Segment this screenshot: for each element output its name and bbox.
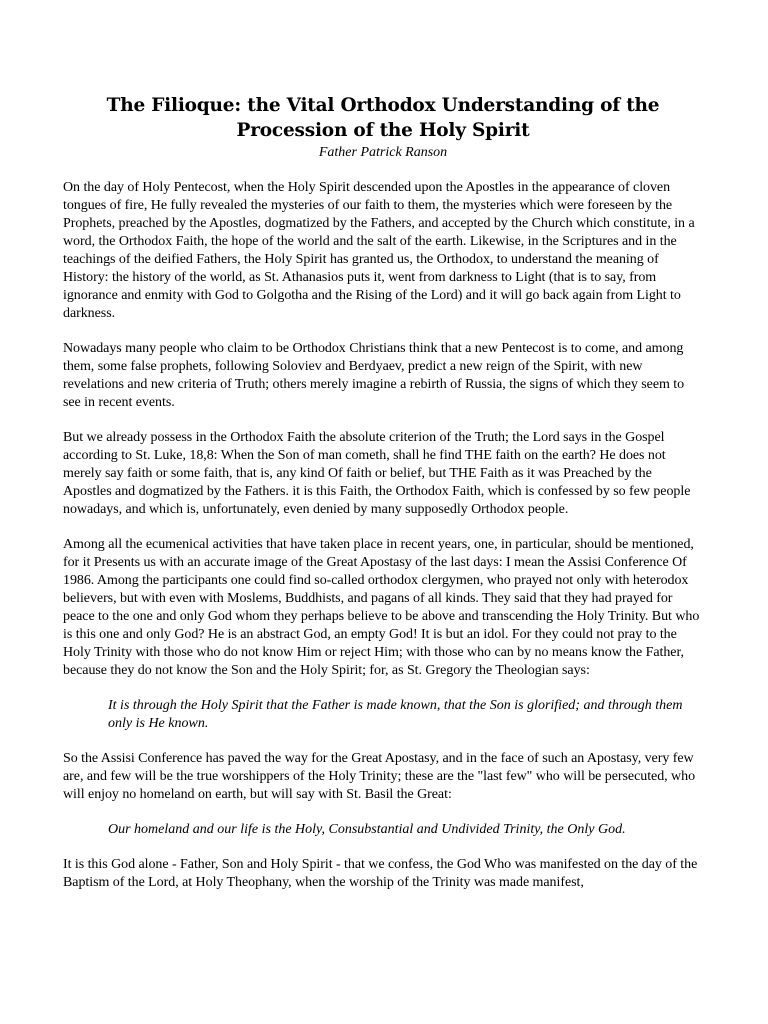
paragraph-criterion-of-truth: But we already possess in the Orthodox Faith the absolute criterion of the Truth; the Lord says in the Gospel according to St. Luke, 18,8: When the Son of man cometh, shall he find THE faith on the earth? He does not merely say faith or some faith, that is, any kind Of faith or belief, but THE Faith as it was Preached by the Apostles and dogmatized by the Fathers. it is this Faith, the Orthodox Faith, which is confessed by so few people nowadays, and which is, unfortunately, even denied by many supposedly Orthodox people. (63, 430, 691, 517)
quote-basil-great: Our homeland and our life is the Holy, Consubstantial and Undivided Trinity, the Only God. (108, 822, 626, 837)
document-author: Father Patrick Ranson (318, 145, 448, 160)
paragraph-assisi-conference: Among all the ecumenical activities that have taken place in recent years, one, in particular, should be mentioned, for it Presents us with an accurate image of the Great Apostasy of the last days: I mean the Assisi Conference Of 1986. Among the participants one could find so-called orthodox clergymen, who prayed not only with heterodox believers, but with even with Moslems, Buddhists, and pagans of all kinds. They said that they had prayed for peace to the one and only God whom they perhaps believe to be above and transcending the Holy Trinity. But who is this one and only God? He is an abstract God, an empty God! It is but an idol. For they could not pray to the Holy Trinity with those who do not know Him or reject Him; with those who can by no means know the Father, because they do not know the Son and the Holy Spirit; for, as St. Gregory the Theologian says: (63, 537, 700, 678)
paragraph-new-pentecost: Nowadays many people who claim to be Orthodox Christians think that a new Pentecost is to come, and among them, some false prophets, following Soloviev and Berdyaev, predict a new reign of the Spirit, with new revelations and new criteria of Truth; others merely imagine a rebirth of Russia, the signs of which they seem to see in recent events. (63, 341, 685, 410)
paragraph-god-alone: It is this God alone - Father, Son and Holy Spirit - that we confess, the God Who was manifested on the day of the Baptism of the Lord, at Holy Theophany, when the worship of the Trinity was made manifest, (63, 857, 698, 890)
quote-gregory-theologian: It is through the Holy Spirit that the Father is made known, that the Son is glorified; and through them only is He known. (108, 698, 683, 731)
paragraph-great-apostasy: So the Assisi Conference has paved the way for the Great Apostasy, and in the face of such an Apostasy, very few are, and few will be the true worshippers of the Holy Trinity; these are the "last few" who will be persecuted, who will enjoy no homeland on earth, but will say with St. Basil the Great: (63, 751, 696, 802)
document-page (63, 93, 703, 892)
document-title: The Filioque: the Vital Orthodox Understanding of the Procession of the Holy Spirit (106, 95, 660, 141)
paragraph-pentecost: On the day of Holy Pentecost, when the Holy Spirit descended upon the Apostles in the appearance of cloven tongues of fire, He fully revealed the mysteries of our faith to them, the mysteries which were foreseen by the Prophets, preached by the Apostles, dogmatized by the Fathers, and accepted by the Church which constitute, in a word, the Orthodox Faith, the hope of the world and the salt of the earth. Likewise, in the Scriptures and in the teachings of the deified Fathers, the Holy Spirit has granted us, the Orthodox, to understand the meaning of History: the history of the world, as St. Athanasios puts it, went from darkness to Light (that is to say, from ignorance and enmity with God to Golgotha and the Rising of the Lord) and it will go back again from Light to darkness. (63, 180, 695, 321)
